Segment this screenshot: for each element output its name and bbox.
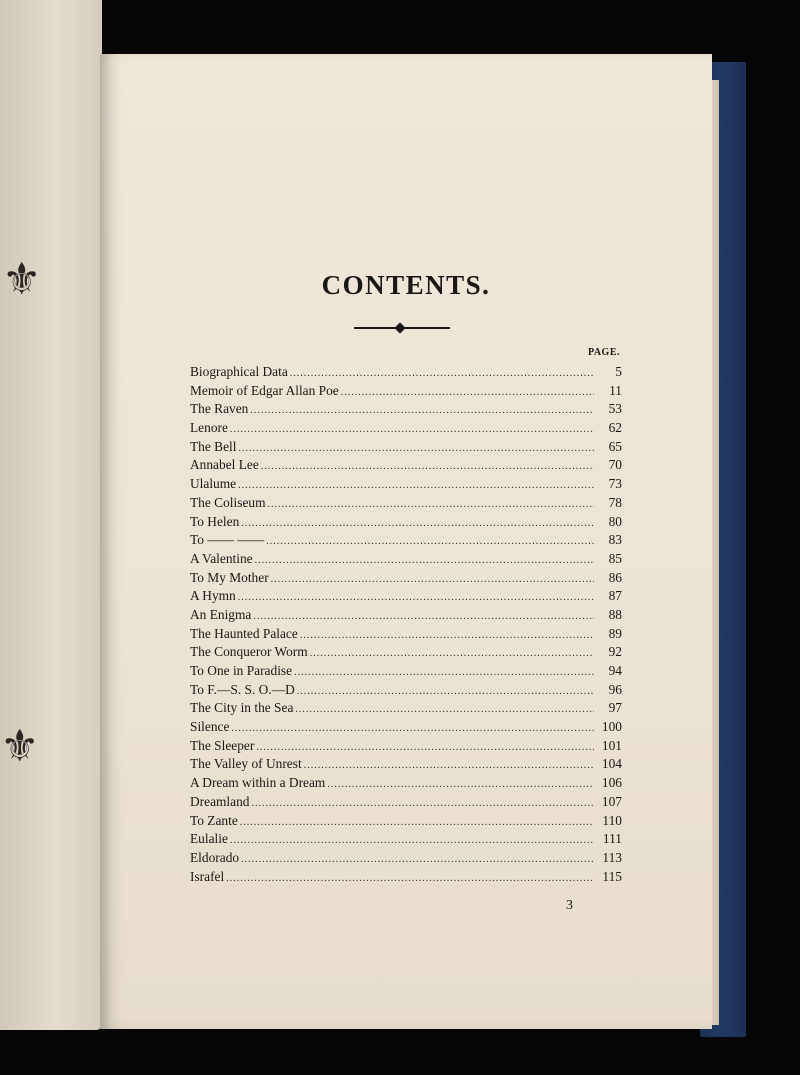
toc-entry-title: Ulalume	[190, 476, 237, 492]
leader-dots	[295, 704, 594, 715]
toc-entry-title: The Bell	[190, 438, 237, 454]
toc-entry-title: To Helen	[190, 513, 240, 529]
toc-entry-page: 80	[608, 513, 622, 529]
toc-entry-title: Annabel Lee	[190, 457, 259, 473]
leader-dots	[255, 555, 594, 566]
divider-ornament-icon	[394, 322, 405, 333]
toc-entry	[190, 813, 622, 832]
ornament-icon: ⚜	[2, 254, 42, 305]
toc-entry-page: 88	[608, 606, 622, 622]
toc-entry-title: To F.—S. S. O.—D	[190, 681, 295, 697]
toc-entry	[190, 794, 622, 813]
toc-entry-title: The Sleeper	[190, 737, 255, 753]
toc-entry-page: 101	[601, 737, 622, 753]
toc-entry	[190, 495, 622, 514]
toc-entry-page: 5	[615, 364, 622, 379]
leader-dots	[268, 499, 595, 510]
toc-entry-title: Lenore	[190, 420, 228, 436]
toc-entry	[190, 719, 622, 738]
toc-entry-title: Memoir of Edgar Allan Poe	[190, 382, 339, 398]
toc-entry-title: A Dream within a Dream	[190, 775, 326, 791]
leader-dots	[238, 443, 594, 454]
toc-entry	[190, 663, 622, 682]
leader-dots	[304, 760, 594, 771]
toc-entry-page: 53	[608, 401, 622, 417]
leader-dots	[300, 630, 594, 641]
toc-entry-page: 111	[602, 831, 622, 847]
leader-dots	[252, 798, 595, 809]
toc-entry-title: The Coliseum	[190, 494, 266, 510]
toc-entry	[190, 869, 622, 888]
toc-entry	[190, 457, 622, 476]
leader-dots	[290, 368, 594, 379]
facing-page	[0, 0, 102, 1030]
page-title: CONTENTS.	[321, 270, 491, 300]
toc-entry	[190, 775, 622, 794]
toc-entry-page: 104	[601, 756, 622, 772]
toc-entry-page: 73	[608, 476, 622, 492]
toc-entry-title: To —— ——	[190, 532, 265, 548]
toc-entry	[190, 700, 622, 719]
toc-entry	[190, 850, 622, 869]
toc-entry-page: 62	[608, 420, 622, 436]
toc-entry-title: A Valentine	[190, 550, 253, 566]
toc-entry-title: The Haunted Palace	[190, 625, 298, 641]
leader-dots	[266, 536, 594, 547]
toc-entry-title: Eldorado	[190, 849, 240, 865]
page-column-label: PAGE.	[587, 347, 620, 358]
toc-entry	[190, 401, 622, 420]
toc-entry	[190, 831, 622, 850]
toc-entry	[190, 439, 622, 458]
toc-entry-title: To One in Paradise	[190, 663, 293, 678]
toc-entry-title: Biographical Data	[190, 364, 288, 379]
toc-entry-page: 78	[608, 494, 622, 510]
toc-entry-page: 106	[601, 775, 622, 791]
toc-entry	[190, 607, 622, 626]
toc-entry-page: 85	[608, 550, 622, 566]
ornament-icon: ⚜	[0, 721, 40, 772]
toc-entry-page: 89	[608, 625, 622, 641]
toc-entry-page: 65	[608, 438, 622, 454]
toc-entry	[190, 514, 622, 533]
leader-dots	[297, 686, 594, 697]
contents-page	[100, 54, 712, 1029]
toc-entry-title: To My Mother	[190, 569, 269, 585]
toc-entry	[190, 476, 622, 495]
toc-entry-page: 110	[602, 812, 622, 828]
toc-entry	[190, 588, 622, 607]
leader-dots	[327, 779, 594, 790]
toc-entry-page: 11	[609, 382, 622, 398]
leader-dots	[226, 873, 594, 884]
toc-entry	[190, 420, 622, 439]
toc-entry-page: 83	[608, 532, 622, 548]
leader-dots	[238, 480, 594, 491]
toc-entry	[190, 532, 622, 551]
toc-entry	[190, 570, 622, 589]
toc-entry-title: The City in the Sea	[190, 700, 294, 716]
leader-dots	[253, 611, 594, 622]
toc-entry	[190, 644, 622, 663]
toc-entry	[190, 626, 622, 645]
toc-entry	[190, 383, 622, 402]
toc-entry	[190, 756, 622, 775]
toc-entry-title: Eulalie	[190, 831, 228, 847]
toc-entry-page: 96	[608, 681, 622, 697]
toc-entry	[190, 682, 622, 701]
toc-entry-page: 87	[608, 588, 622, 604]
toc-entry-title: The Valley of Unrest	[190, 756, 302, 772]
toc-entry-page: 92	[608, 644, 622, 660]
toc-entry-title: The Conqueror Worm	[190, 644, 308, 660]
toc-entry-page: 113	[602, 849, 622, 865]
leader-dots	[240, 817, 594, 828]
toc-entry-page: 107	[601, 793, 622, 809]
toc-entry-title: The Raven	[190, 401, 249, 417]
toc-entry-title: To Zante	[190, 812, 238, 828]
leader-dots	[341, 387, 594, 398]
leader-dots	[238, 592, 594, 603]
toc-entry-page: 70	[608, 457, 622, 473]
leader-dots	[241, 854, 594, 865]
toc-entry-page: 97	[608, 700, 622, 716]
leader-dots	[256, 742, 594, 753]
leader-dots	[231, 723, 594, 734]
leader-dots	[250, 405, 594, 416]
toc-entry-title: A Hymn	[190, 588, 236, 604]
toc-entry-page: 86	[608, 569, 622, 585]
leader-dots	[241, 518, 594, 529]
leader-dots	[230, 424, 594, 435]
toc-entry	[190, 738, 622, 757]
toc-entry-page: 100	[601, 719, 622, 735]
toc-entry-page: 115	[602, 868, 622, 884]
page-number: 3	[566, 898, 573, 913]
leader-dots	[294, 667, 594, 678]
toc-entry-title: Israfel	[190, 868, 225, 884]
leader-dots	[230, 835, 594, 846]
leader-dots	[271, 574, 594, 585]
leader-dots	[310, 648, 594, 659]
toc-entry-page: 94	[608, 663, 622, 678]
toc-entry-title: Dreamland	[190, 793, 250, 809]
leader-dots	[261, 461, 594, 472]
toc-entry-title: Silence	[190, 719, 230, 735]
toc-entry	[190, 364, 622, 383]
toc-entry	[190, 551, 622, 570]
toc-list	[190, 364, 622, 887]
toc-entry-title: An Enigma	[190, 606, 252, 622]
